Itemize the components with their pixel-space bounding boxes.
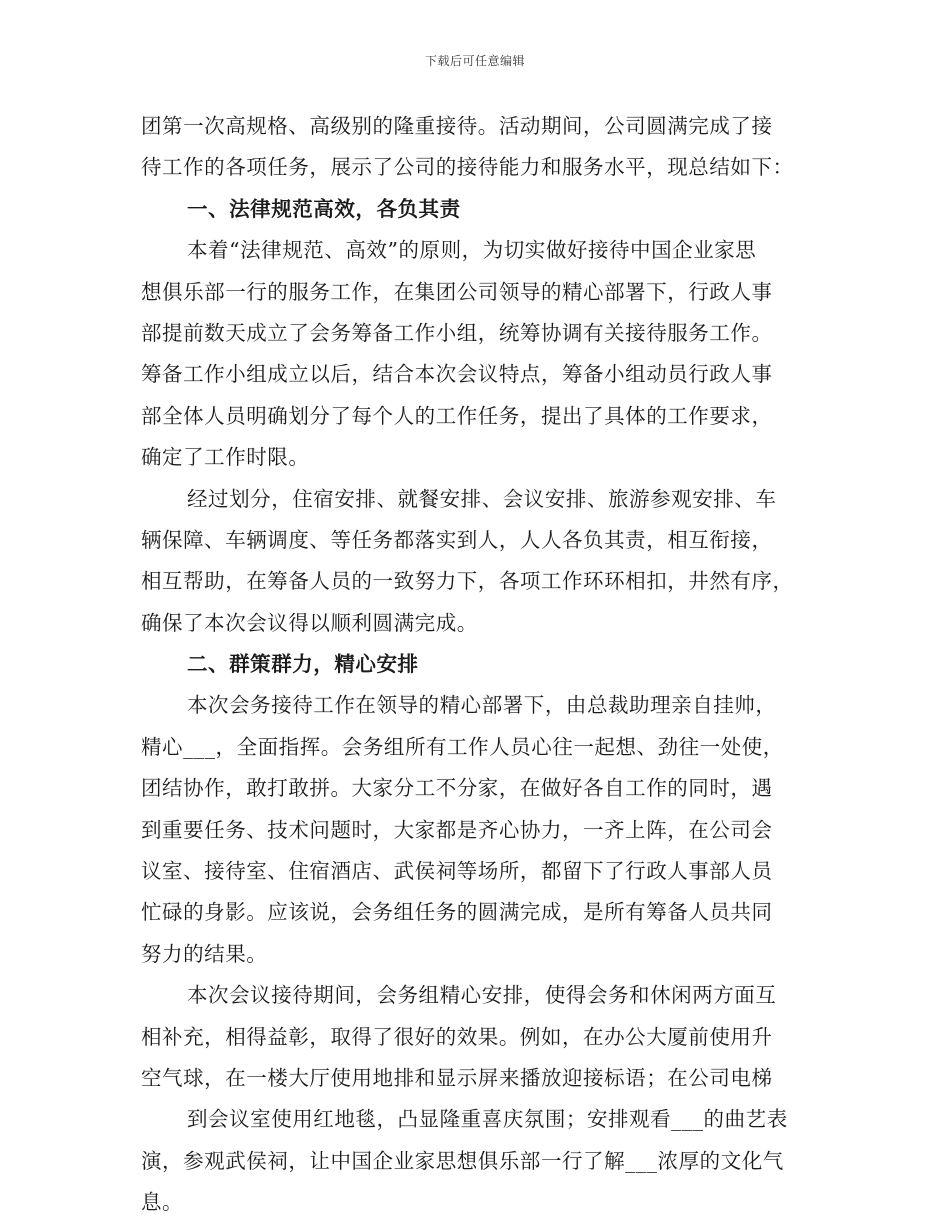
text-line: 本次会议接待期间，会务组精心安排，使得会务和休闲两方面互 (187, 983, 777, 1008)
text-line: 待工作的各项任务，展示了公司的接待能力和服务水平，现总结如下： (141, 155, 794, 180)
text-line: 部提前数天成立了会务筹备工作小组，统筹协调有关接待服务工作。 (141, 320, 773, 345)
text-line: 到会议室使用红地毯，凸显隆重喜庆氛围；安排观看___的曲艺表 (187, 1107, 788, 1132)
text-line: 精心___，全面指挥。会务组所有工作人员心往一起想、劲往一处使， (141, 734, 784, 759)
text-line: 相互帮助，在筹备人员的一致努力下，各项工作环环相扣，井然有序， (141, 569, 794, 594)
text-line: 议室、接待室、住宿酒店、武侯祠等场所，都留下了行政人事部人员 (141, 859, 773, 884)
text-line: 本着“法律规范、高效”的原则，为切实做好接待中国企业家思 (187, 238, 757, 263)
text-line: 空气球，在一楼大厅使用地排和显示屏来播放迎接标语；在公司电梯 (141, 1065, 773, 1090)
text-line: 部全体人员明确划分了每个人的工作任务，提出了具体的工作要求， (141, 403, 773, 428)
section-heading-2: 二、群策群力，精心安排 (187, 652, 419, 677)
page-header-note: 下载后可任意编辑 (424, 54, 525, 68)
text-line: 确保了本次会议得以顺利圆满完成。 (141, 610, 478, 635)
text-line: 经过划分，住宿安排、就餐安排、会议安排、旅游参观安排、车 (187, 486, 777, 511)
text-line: 努力的结果。 (141, 941, 268, 966)
text-line: 息。 (141, 1190, 184, 1215)
text-line: 相补充，相得益彰，取得了很好的效果。例如，在办公大厦前使用升 (141, 1024, 773, 1049)
text-line: 确定了工作时限。 (141, 445, 310, 470)
text-line: 筹备工作小组成立以后，结合本次会议特点，筹备小组动员行政人事 (141, 362, 773, 387)
text-line: 辆保障、车辆调度、等任务都落实到人，人人各负其责，相互衔接， (141, 527, 773, 552)
text-line: 本次会务接待工作在领导的精心部署下，由总裁助理亲自挂帅， (187, 693, 777, 718)
text-line: 想俱乐部一行的服务工作，在集团公司领导的精心部署下，行政人事 (141, 279, 773, 304)
text-line: 到重要任务、技术问题时，大家都是齐心协力，一齐上阵，在公司会 (141, 817, 773, 842)
text-line: 忙碌的身影。应该说，会务组任务的圆满完成，是所有筹备人员共同 (141, 900, 773, 925)
text-line: 团第一次高规格、高级别的隆重接待。活动期间，公司圆满完成了接 (141, 114, 773, 138)
document-body (141, 106, 831, 1224)
text-line: 团结协作，敢打敢拼。大家分工不分家，在做好各自工作的同时，遇 (141, 776, 773, 801)
text-line: 演，参观武侯祠，让中国企业家思想俱乐部一行了解___浓厚的文化气 (141, 1148, 784, 1173)
section-heading-1: 一、法律规范高效，各负其责 (187, 196, 461, 221)
